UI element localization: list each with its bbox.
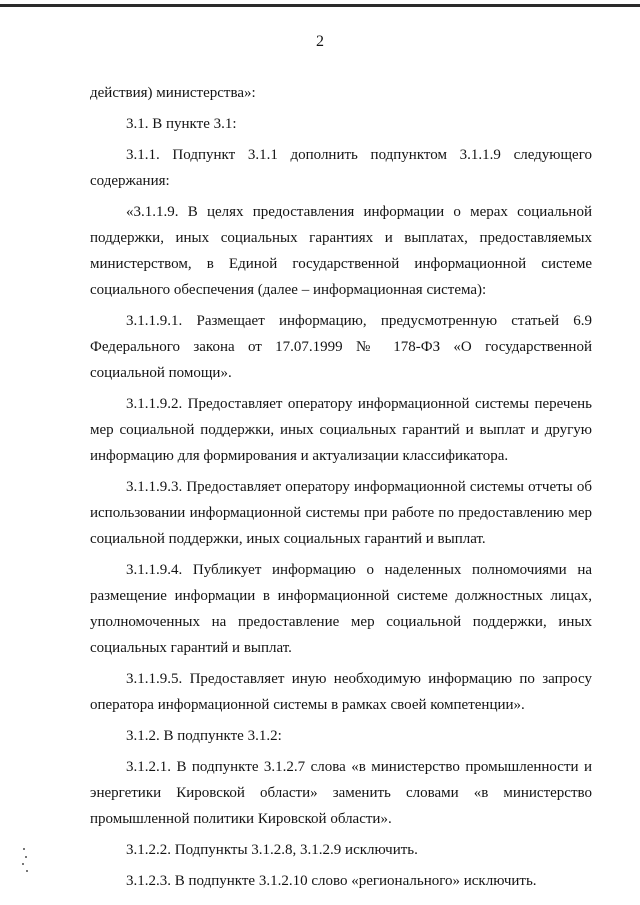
- paragraph-3-1-1: 3.1.1. Подпункт 3.1.1 дополнить подпунктом 3.1.1.9 следующего содержания:: [90, 147, 592, 189]
- paragraph-3-1-1-9-5: 3.1.1.9.5. Предоставляет иную необходимую информацию по запросу оператора информационной системы в рамках своей компетенции».: [90, 671, 592, 713]
- paragraph-continuation: действия) министерства»:: [90, 85, 256, 101]
- top-border-line: [0, 4, 640, 7]
- paragraph-3-1-2-1: 3.1.2.1. В подпункте 3.1.2.7 слова «в министерство промышленности и энергетики Кировской области» заменить словами «в министерство промышленной политики Кировской области».: [90, 759, 592, 827]
- paragraph-3-1-1-9-4: 3.1.1.9.4. Публикует информацию о наделенных полномочиями на размещение информации в информационной системе должностных лицах, уполномоченных на предоставление мер социальной поддержки, иных социальных гарантий и выплат.: [90, 562, 592, 656]
- paragraph-3-1-1-9-3: 3.1.1.9.3. Предоставляет оператору информационной системы отчеты об использовании информационной системы при работе по предоставлению мер социальной поддержки, иных социальных гарантий и выплат.: [90, 479, 592, 547]
- scan-artifact: [22, 848, 28, 874]
- paragraph-3-1-2-3: 3.1.2.3. В подпункте 3.1.2.10 слово «регионального» исключить.: [126, 873, 537, 889]
- paragraph-3-1-2-2: 3.1.2.2. Подпункты 3.1.2.8, 3.1.2.9 исключить.: [126, 842, 418, 858]
- paragraph-3-1: 3.1. В пункте 3.1:: [126, 116, 237, 132]
- paragraph-3-1-1-9-2: 3.1.1.9.2. Предоставляет оператору информационной системы перечень мер социальной поддержки, иных социальных гарантий и выплат и другую информацию для формирования и актуализации классификатора.: [90, 396, 592, 464]
- document-body: [90, 80, 592, 894]
- paragraph-3-1-1-9-1: 3.1.1.9.1. Размещает информацию, предусмотренную статьей 6.9 Федерального закона от 17.07.1999 № 178-ФЗ «О государственной социальной помощи».: [90, 313, 592, 381]
- page-number: 2: [316, 33, 324, 50]
- paragraph-3-1-1-9: «3.1.1.9. В целях предоставления информации о мерах социальной поддержки, иных социальных гарантиях и выплатах, предоставляемых министерством, в Единой государственной информационной системе социального обеспечения (далее – информационная система):: [90, 204, 592, 298]
- paragraph-3-1-2: 3.1.2. В подпункте 3.1.2:: [126, 728, 282, 744]
